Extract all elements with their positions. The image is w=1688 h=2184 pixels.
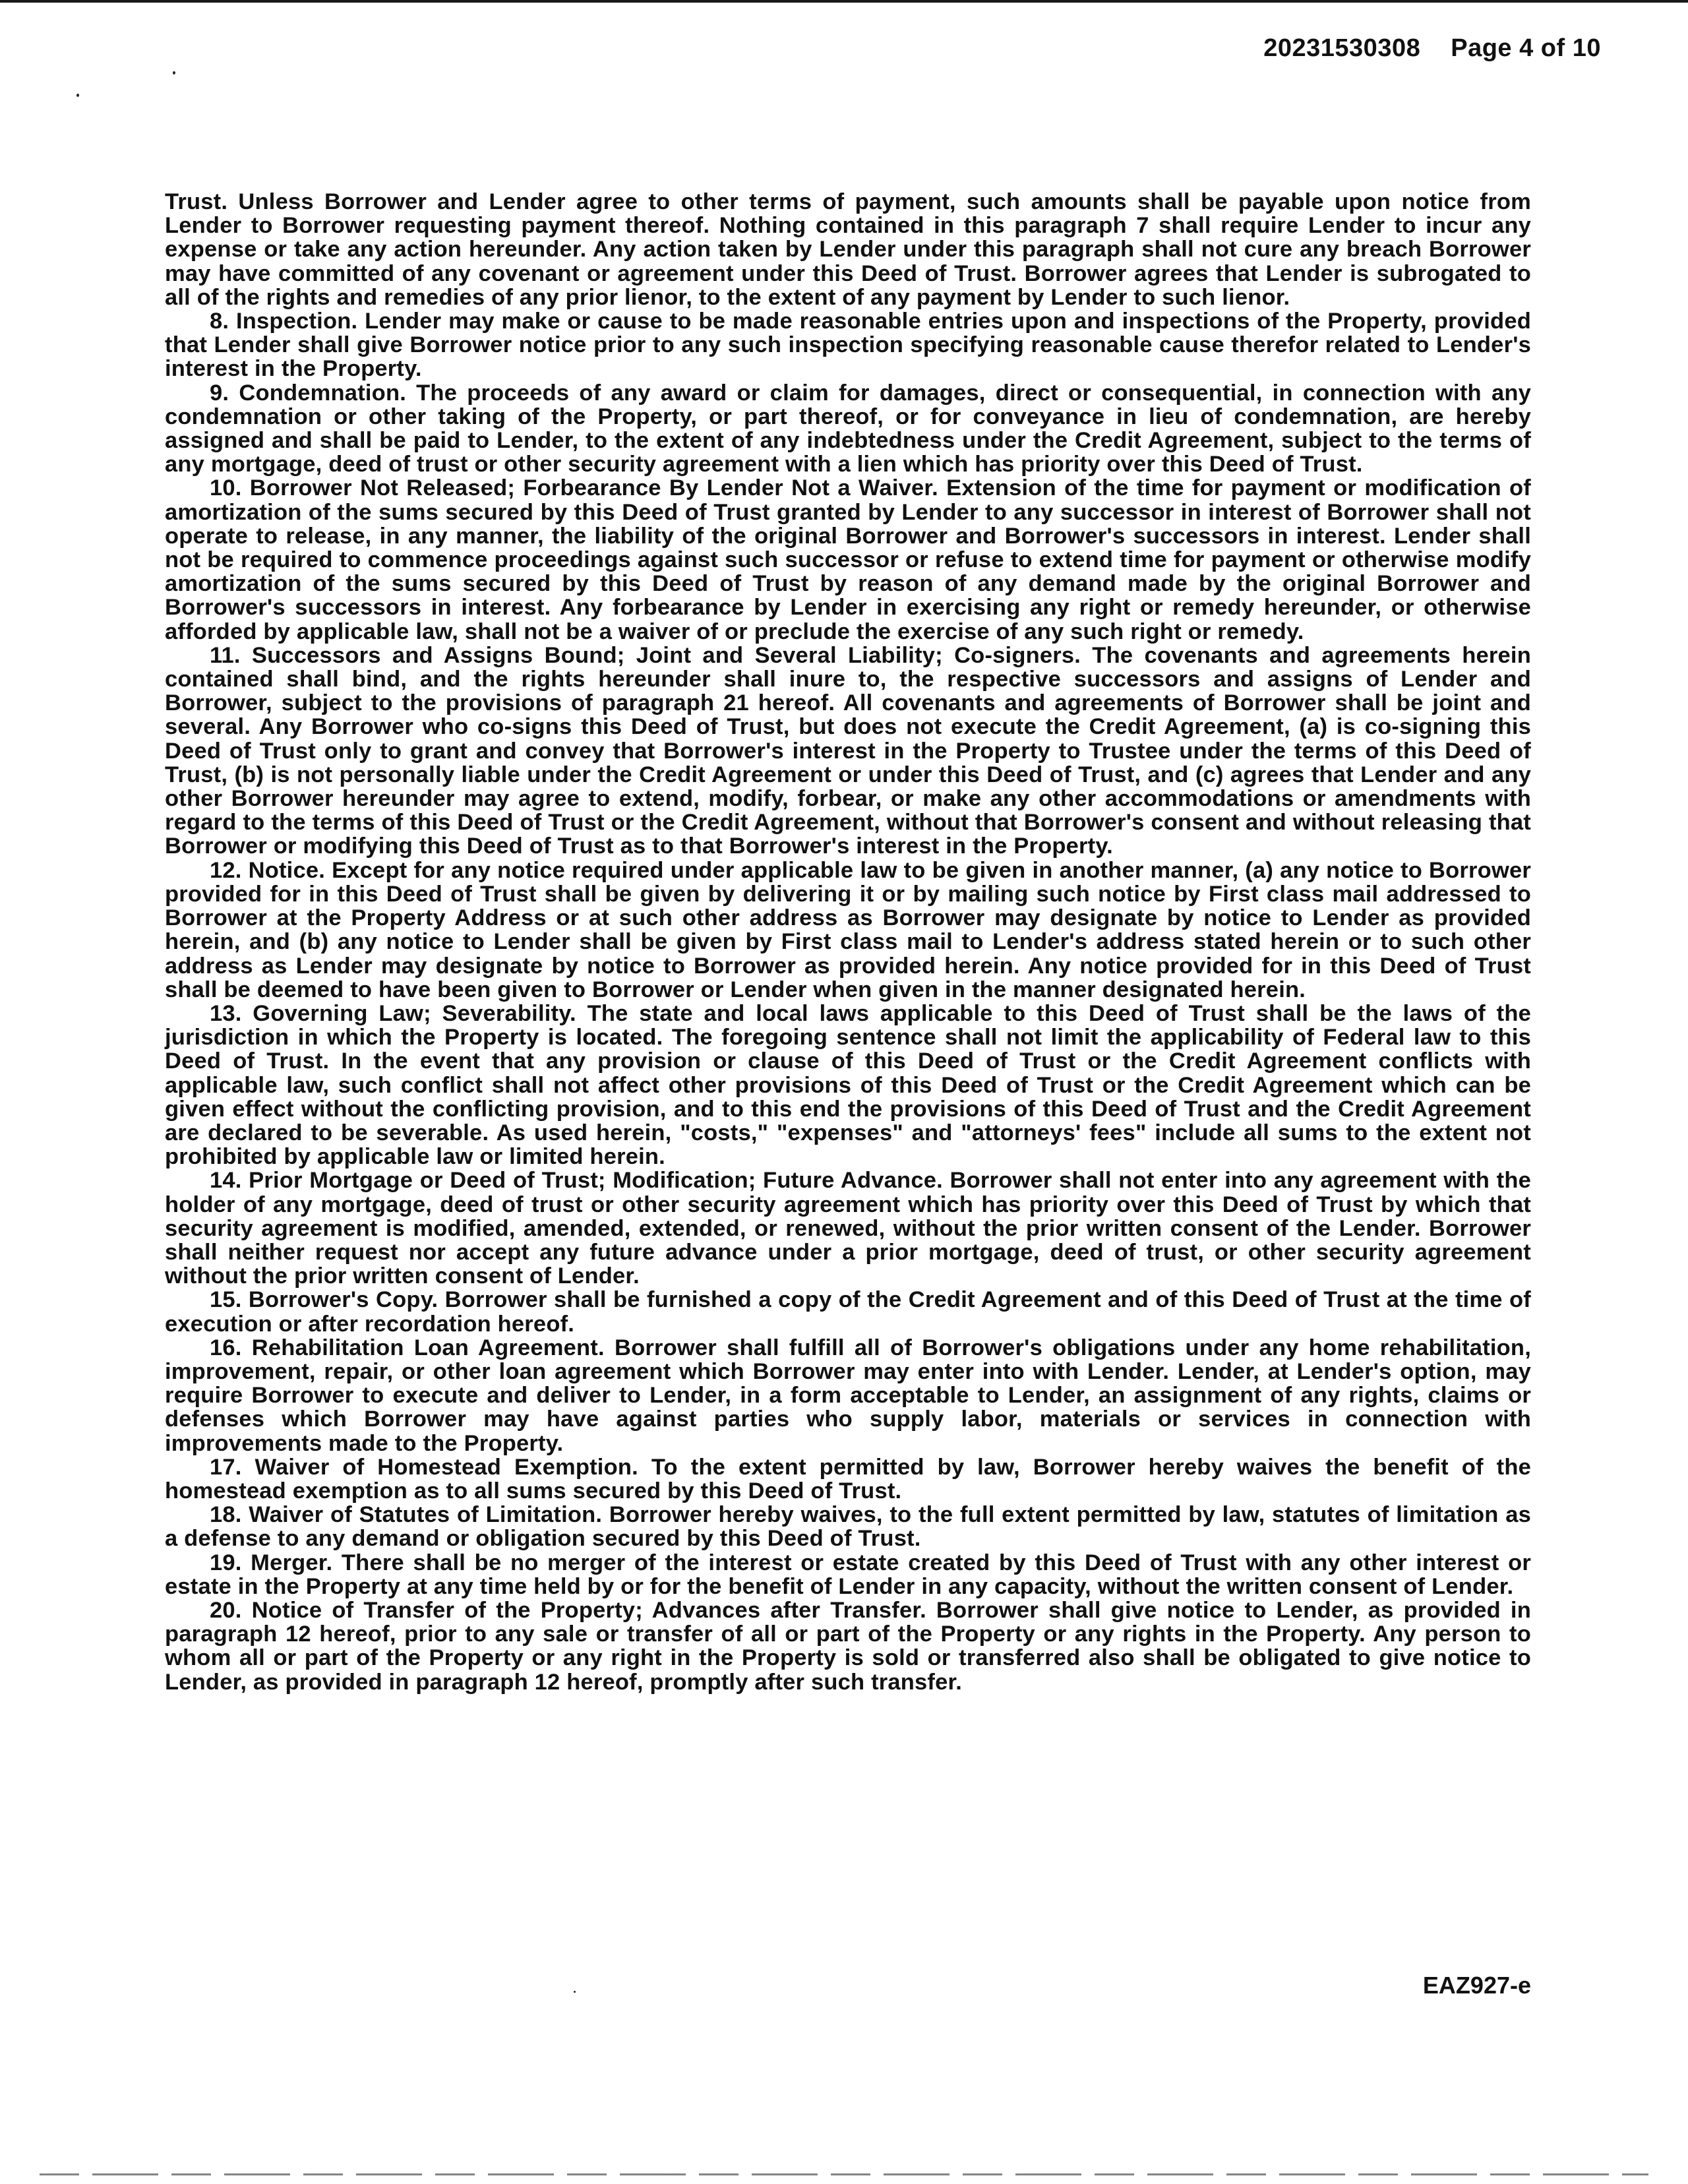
paragraph-17-homestead-waiver: 17. Waiver of Homestead Exemption. To the extent permitted by law, Borrower hereby waives the benefit of the homestead exemption as to all sums secured by this Deed of Trust. bbox=[165, 1454, 1531, 1503]
paragraph-15-borrowers-copy: 15. Borrower's Copy. Borrower shall be furnished a copy of the Credit Agreement and of this Deed of Trust at the time of execution or after recordation hereof. bbox=[165, 1287, 1531, 1337]
bottom-scan-border bbox=[40, 2173, 1648, 2175]
page-number: Page 4 of 10 bbox=[1451, 34, 1601, 62]
top-scan-border bbox=[0, 0, 1688, 3]
deed-of-trust-body bbox=[165, 190, 1531, 1694]
paragraph-8-inspection: 8. Inspection. Lender may make or cause to be made reasonable entries upon and inspections of the Property, provided that Lender shall give Borrower notice prior to any such inspection specifying reasonable cause therefor related to Lender's interest in the Property. bbox=[165, 309, 1531, 382]
form-code: EAZ927-e bbox=[1422, 1972, 1531, 1999]
scan-speck bbox=[574, 1991, 576, 1993]
scan-speck bbox=[173, 71, 175, 75]
paragraph-20-notice-of-transfer: 20. Notice of Transfer of the Property; Advances after Transfer. Borrower shall give notice to Lender, as provided in paragraph 12 hereof, prior to any sale or transfer of all or part of the Property or any rights in the Property. Any person to whom all or part of the Property or any right in the Property is sold or transferred also shall be obligated to give notice to Lender, as provided in paragraph 12 hereof, promptly after such transfer. bbox=[165, 1597, 1531, 1695]
paragraph-18-statutes-of-limitation: 18. Waiver of Statutes of Limitation. Borrower hereby waives, to the full extent permitted by law, statutes of limitation as a defense to any demand or obligation secured by this Deed of Trust. bbox=[165, 1502, 1531, 1552]
paragraph-16-rehabilitation-loan: 16. Rehabilitation Loan Agreement. Borrower shall fulfill all of Borrower's obligations under any home rehabilitation, improvement, repair, or other loan agreement which Borrower may enter into with Lender. Lender, at Lender's option, may require Borrower to execute and deliver to Lender, in a form acceptable to Lender, an assignment of any rights, claims or defenses which Borrower may have against parties who supply labor, materials or services in connection with improvements made to the Property. bbox=[165, 1335, 1531, 1456]
paragraph-12-notice: 12. Notice. Except for any notice required under applicable law to be given in another manner, (a) any notice to Borrower provided for in this Deed of Trust shall be given by delivering it or by mailing such notice by First class mail addressed to Borrower at the Property Address or at such other address as Borrower may designate by notice to Lender as provided herein, and (b) any notice to Lender shall be given by First class mail to Lender's address stated herein or to such other address as Lender may designate by notice to Borrower as provided herein. Any notice provided for in this Deed of Trust shall be deemed to have been given to Borrower or Lender when given in the manner designated herein. bbox=[165, 857, 1531, 1002]
document-number: 20231530308 bbox=[1263, 34, 1421, 62]
paragraph-10-borrower-not-released: 10. Borrower Not Released; Forbearance By Lender Not a Waiver. Extension of the time for payment or modification of amortization of the sums secured by this Deed of Trust granted by Lender to any successor in interest of Borrower shall not operate to release, in any manner, the liability of the original Borrower and Borrower's successors in interest. Lender shall not be required to commence proceedings against such successor or refuse to extend time for payment or otherwise modify amortization of the sums secured by this Deed of Trust by reason of any demand made by the original Borrower and Borrower's successors in interest. Any forbearance by Lender in exercising any right or remedy hereunder, or otherwise afforded by applicable law, shall not be a waiver of or preclude the exercise of any such right or remedy. bbox=[165, 475, 1531, 644]
paragraph-13-governing-law: 13. Governing Law; Severability. The state and local laws applicable to this Deed of Trust shall be the laws of the jurisdiction in which the Property is located. The foregoing sentence shall not limit the applicability of Federal law to this Deed of Trust. In the event that any provision or clause of this Deed of Trust or the Credit Agreement conflicts with applicable law, such conflict shall not affect other provisions of this Deed of Trust or the Credit Agreement which can be given effect without the conflicting provision, and to this end the provisions of this Deed of Trust and the Credit Agreement are declared to be severable. As used herein, "costs," "expenses" and "attorneys' fees" include all sums to the extent not prohibited by applicable law or limited herein. bbox=[165, 1000, 1531, 1170]
paragraph-9-condemnation: 9. Condemnation. The proceeds of any award or claim for damages, direct or consequential, in connection with any condemnation or other taking of the Property, or part thereof, or for conveyance in lieu of condemnation, are hereby assigned and shall be paid to Lender, to the extent of any indebtedness under the Credit Agreement, subject to the terms of any mortgage, deed of trust or other security agreement with a lien which has priority over this Deed of Trust. bbox=[165, 380, 1531, 477]
paragraph-19-merger: 19. Merger. There shall be no merger of the interest or estate created by this Deed of Trust with any other interest or estate in the Property at any time held by or for the benefit of Lender in any capacity, without the written consent of Lender. bbox=[165, 1550, 1531, 1599]
scan-speck bbox=[76, 94, 79, 97]
paragraph-11-successors-and-assigns: 11. Successors and Assigns Bound; Joint and Several Liability; Co-signers. The covenants and agreements herein contained shall bind, and the rights hereunder shall inure to, the respective successors and assigns of Lender and Borrower, subject to the provisions of paragraph 21 hereof. All covenants and agreements of Borrower shall be joint and several. Any Borrower who co-signs this Deed of Trust, but does not execute the Credit Agreement, (a) is co-signing this Deed of Trust only to grant and convey that Borrower's interest in the Property to Trustee under the terms of this Deed of Trust, (b) is not personally liable under the Credit Agreement or under this Deed of Trust, and (c) agrees that Lender and any other Borrower hereunder may agree to extend, modify, forbear, or make any other accommodations or amendments with regard to the terms of this Deed of Trust or the Credit Agreement, without that Borrower's consent and without releasing that Borrower or modifying this Deed of Trust as to that Borrower's interest in the Property. bbox=[165, 642, 1531, 859]
paragraph-14-prior-mortgage: 14. Prior Mortgage or Deed of Trust; Modification; Future Advance. Borrower shall not enter into any agreement with the holder of any mortgage, deed of trust or other security agreement which has priority over this Deed of Trust by which that security agreement is modified, amended, extended, or renewed, without the prior written consent of the Lender. Borrower shall neither request nor accept any future advance under a prior mortgage, deed of trust, or other security agreement without the prior written consent of Lender. bbox=[165, 1168, 1531, 1289]
continued-paragraph-7: Trust. Unless Borrower and Lender agree to other terms of payment, such amounts shall be payable upon notice from Lender to Borrower requesting payment thereof. Nothing contained in this paragraph 7 shall require Lender to incur any expense or take any action hereunder. Any action taken by Lender under this paragraph shall not cure any breach Borrower may have committed of any covenant or agreement under this Deed of Trust. Borrower agrees that Lender is subrogated to all of the rights and remedies of any prior lienor, to the extent of any payment by Lender to such lienor. bbox=[165, 189, 1531, 310]
page-header bbox=[1263, 34, 1601, 63]
